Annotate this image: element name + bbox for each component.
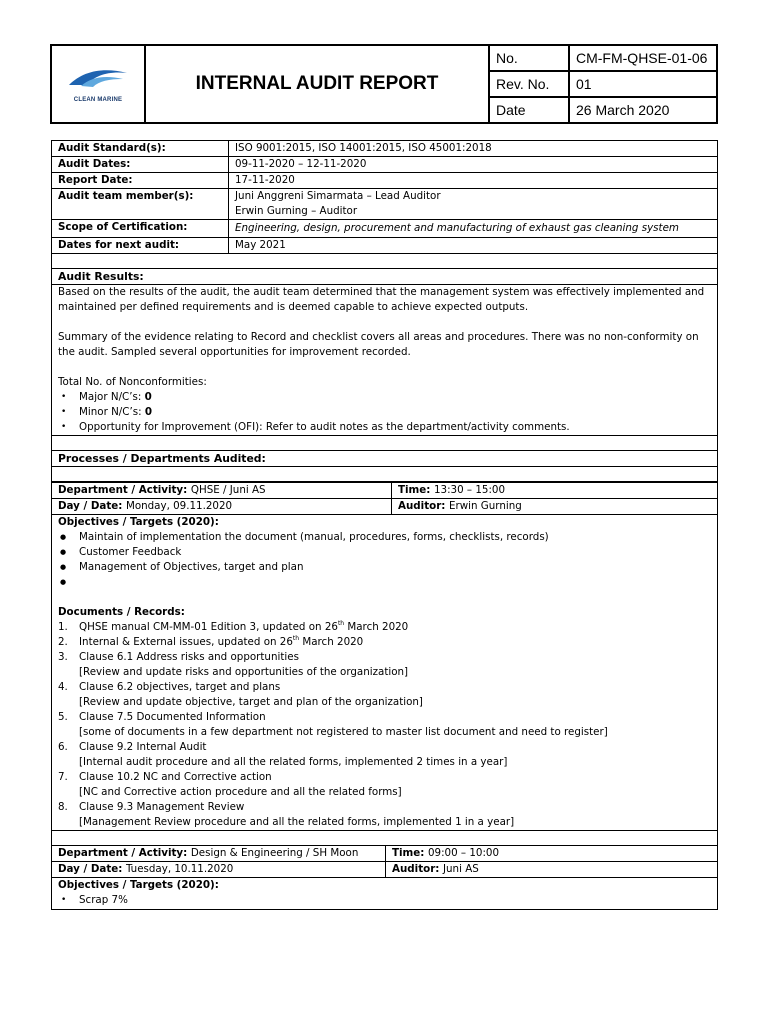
document-note: [Management Review procedure and all the related forms, implemented 1 in a year] bbox=[79, 816, 515, 828]
next-audit-label: Dates for next audit: bbox=[52, 238, 229, 254]
scope-value: Engineering, design, procurement and manufacturing of exhaust gas cleaning system bbox=[229, 220, 718, 238]
summary-table bbox=[51, 140, 718, 482]
dept-details bbox=[52, 515, 718, 831]
audit-results-body bbox=[52, 285, 718, 436]
spacer-row bbox=[52, 436, 718, 451]
audit-dates-value: 09-11-2020 – 12-11-2020 bbox=[229, 157, 718, 173]
audit-standard-value: ISO 9001:2015, ISO 14001:2015, ISO 45001:2018 bbox=[229, 141, 718, 157]
dept-day-date: Day / Date: Tuesday, 10.11.2020 bbox=[52, 862, 386, 878]
major-nc-count: 0 bbox=[144, 391, 152, 403]
list-item: 7. Clause 10.2 NC and Corrective action [NC and Corrective action procedure and all the related forms] bbox=[58, 770, 711, 800]
document-note: [NC and Corrective action procedure and all the related forms] bbox=[79, 786, 402, 798]
document-note: [Internal audit procedure and all the related forms, implemented 2 times in a year] bbox=[79, 756, 508, 768]
dept-activity: Department / Activity: QHSE / Juni AS bbox=[52, 483, 392, 499]
report-date-label: Report Date: bbox=[52, 173, 229, 189]
team-member-auditor: Erwin Gurning – Auditor bbox=[235, 205, 358, 217]
dept-day-date: Day / Date: Monday, 09.11.2020 bbox=[52, 499, 392, 515]
document-note: [some of documents in a few department not registered to master list document and need to register] bbox=[79, 726, 608, 738]
list-item: 6. Clause 9.2 Internal Audit [Internal audit procedure and all the related forms, implemented 2 times in a year] bbox=[58, 740, 711, 770]
list-item bbox=[58, 575, 711, 590]
processes-heading: Processes / Departments Audited: bbox=[52, 451, 718, 467]
spacer-row bbox=[52, 831, 718, 846]
clean-marine-logo-icon bbox=[65, 65, 131, 91]
report-header bbox=[50, 44, 718, 124]
list-item: • Major N/C’s: 0 bbox=[58, 390, 711, 405]
dept-details bbox=[52, 878, 718, 910]
logo-text: CLEAN MARINE bbox=[73, 97, 123, 103]
objectives-heading: Objectives / Targets (2020): bbox=[58, 879, 219, 891]
documents-heading: Documents / Records: bbox=[58, 606, 185, 618]
spacer-row bbox=[52, 254, 718, 269]
list-item: 2. Internal & External issues, updated on 26th March 2020 bbox=[58, 635, 364, 648]
list-item: • Scrap 7% bbox=[58, 893, 711, 908]
report-body bbox=[51, 140, 718, 910]
list-item: • Opportunity for Improvement (OFI): Refer to audit notes as the department/activity comments. bbox=[58, 420, 711, 435]
document-note: [Review and update risks and opportunities of the organization] bbox=[79, 666, 409, 678]
date-value: 26 March 2020 bbox=[569, 97, 717, 123]
audit-standard-label: Audit Standard(s): bbox=[52, 141, 229, 157]
revision-label: Rev. No. bbox=[489, 71, 569, 97]
department-block-1 bbox=[51, 482, 718, 846]
revision-value: 01 bbox=[569, 71, 717, 97]
dept-time: Time: 09:00 – 10:00 bbox=[386, 846, 718, 862]
audit-team-label: Audit team member(s): bbox=[52, 189, 229, 220]
dept-auditor: Auditor: Erwin Gurning bbox=[392, 499, 718, 515]
results-paragraph-1: Based on the results of the audit, the audit team determined that the management system was effectively implemented and maintained per defined requirements and is deemed capable to achieve expected outputs. bbox=[58, 286, 705, 313]
spacer-row bbox=[52, 467, 718, 482]
list-item: ● Management of Objectives, target and plan bbox=[58, 560, 711, 575]
list-item: • Minor N/C’s: 0 bbox=[58, 405, 711, 420]
nonconformities-list bbox=[58, 390, 711, 435]
documents-list bbox=[58, 620, 711, 830]
list-item: ● Maintain of implementation the document (manual, procedures, forms, checklists, records) bbox=[58, 530, 711, 545]
objectives-heading: Objectives / Targets (2020): bbox=[58, 516, 219, 528]
date-label: Date bbox=[489, 97, 569, 123]
dept-activity: Department / Activity: Design & Engineering / SH Moon bbox=[52, 846, 386, 862]
next-audit-value: May 2021 bbox=[229, 238, 718, 254]
audit-dates-label: Audit Dates: bbox=[52, 157, 229, 173]
list-item: ● Customer Feedback bbox=[58, 545, 711, 560]
logo-cell bbox=[51, 45, 145, 123]
team-member-lead: Juni Anggreni Simarmata – Lead Auditor bbox=[235, 190, 441, 202]
document-title: INTERNAL AUDIT REPORT bbox=[145, 45, 489, 123]
list-item: 8. Clause 9.3 Management Review [Management Review procedure and all the related forms, implemented 1 in a year] bbox=[58, 800, 711, 830]
objectives-list bbox=[58, 530, 711, 590]
scope-label: Scope of Certification: bbox=[52, 220, 229, 238]
list-item: 4. Clause 6.2 objectives, target and plans [Review and update objective, target and plan of the organization] bbox=[58, 680, 711, 710]
doc-number-label: No. bbox=[489, 45, 569, 71]
department-block-2 bbox=[51, 846, 718, 910]
objectives-list bbox=[58, 893, 711, 908]
document-note: [Review and update objective, target and plan of the organization] bbox=[79, 696, 423, 708]
dept-auditor: Auditor: Juni AS bbox=[386, 862, 718, 878]
list-item: 1. QHSE manual CM-MM-01 Edition 3, updated on 26th March 2020 bbox=[58, 620, 409, 633]
nonconformities-total: Total No. of Nonconformities: bbox=[58, 376, 207, 388]
audit-results-heading: Audit Results: bbox=[52, 269, 718, 285]
minor-nc-count: 0 bbox=[144, 406, 152, 418]
list-item: 5. Clause 7.5 Documented Information [some of documents in a few department not registered to master list document and need to register] bbox=[58, 710, 711, 740]
audit-team-value bbox=[229, 189, 718, 220]
doc-number-value: CM-FM-QHSE-01-06 bbox=[569, 45, 717, 71]
dept-time: Time: 13:30 – 15:00 bbox=[392, 483, 718, 499]
results-paragraph-2: Summary of the evidence relating to Record and checklist covers all areas and procedures. There was no non-conformity on the audit. Sampled several opportunities for improvement recorded. bbox=[58, 331, 699, 358]
report-date-value: 17-11-2020 bbox=[229, 173, 718, 189]
list-item: 3. Clause 6.1 Address risks and opportunities [Review and update risks and opportunities of the organization] bbox=[58, 650, 711, 680]
